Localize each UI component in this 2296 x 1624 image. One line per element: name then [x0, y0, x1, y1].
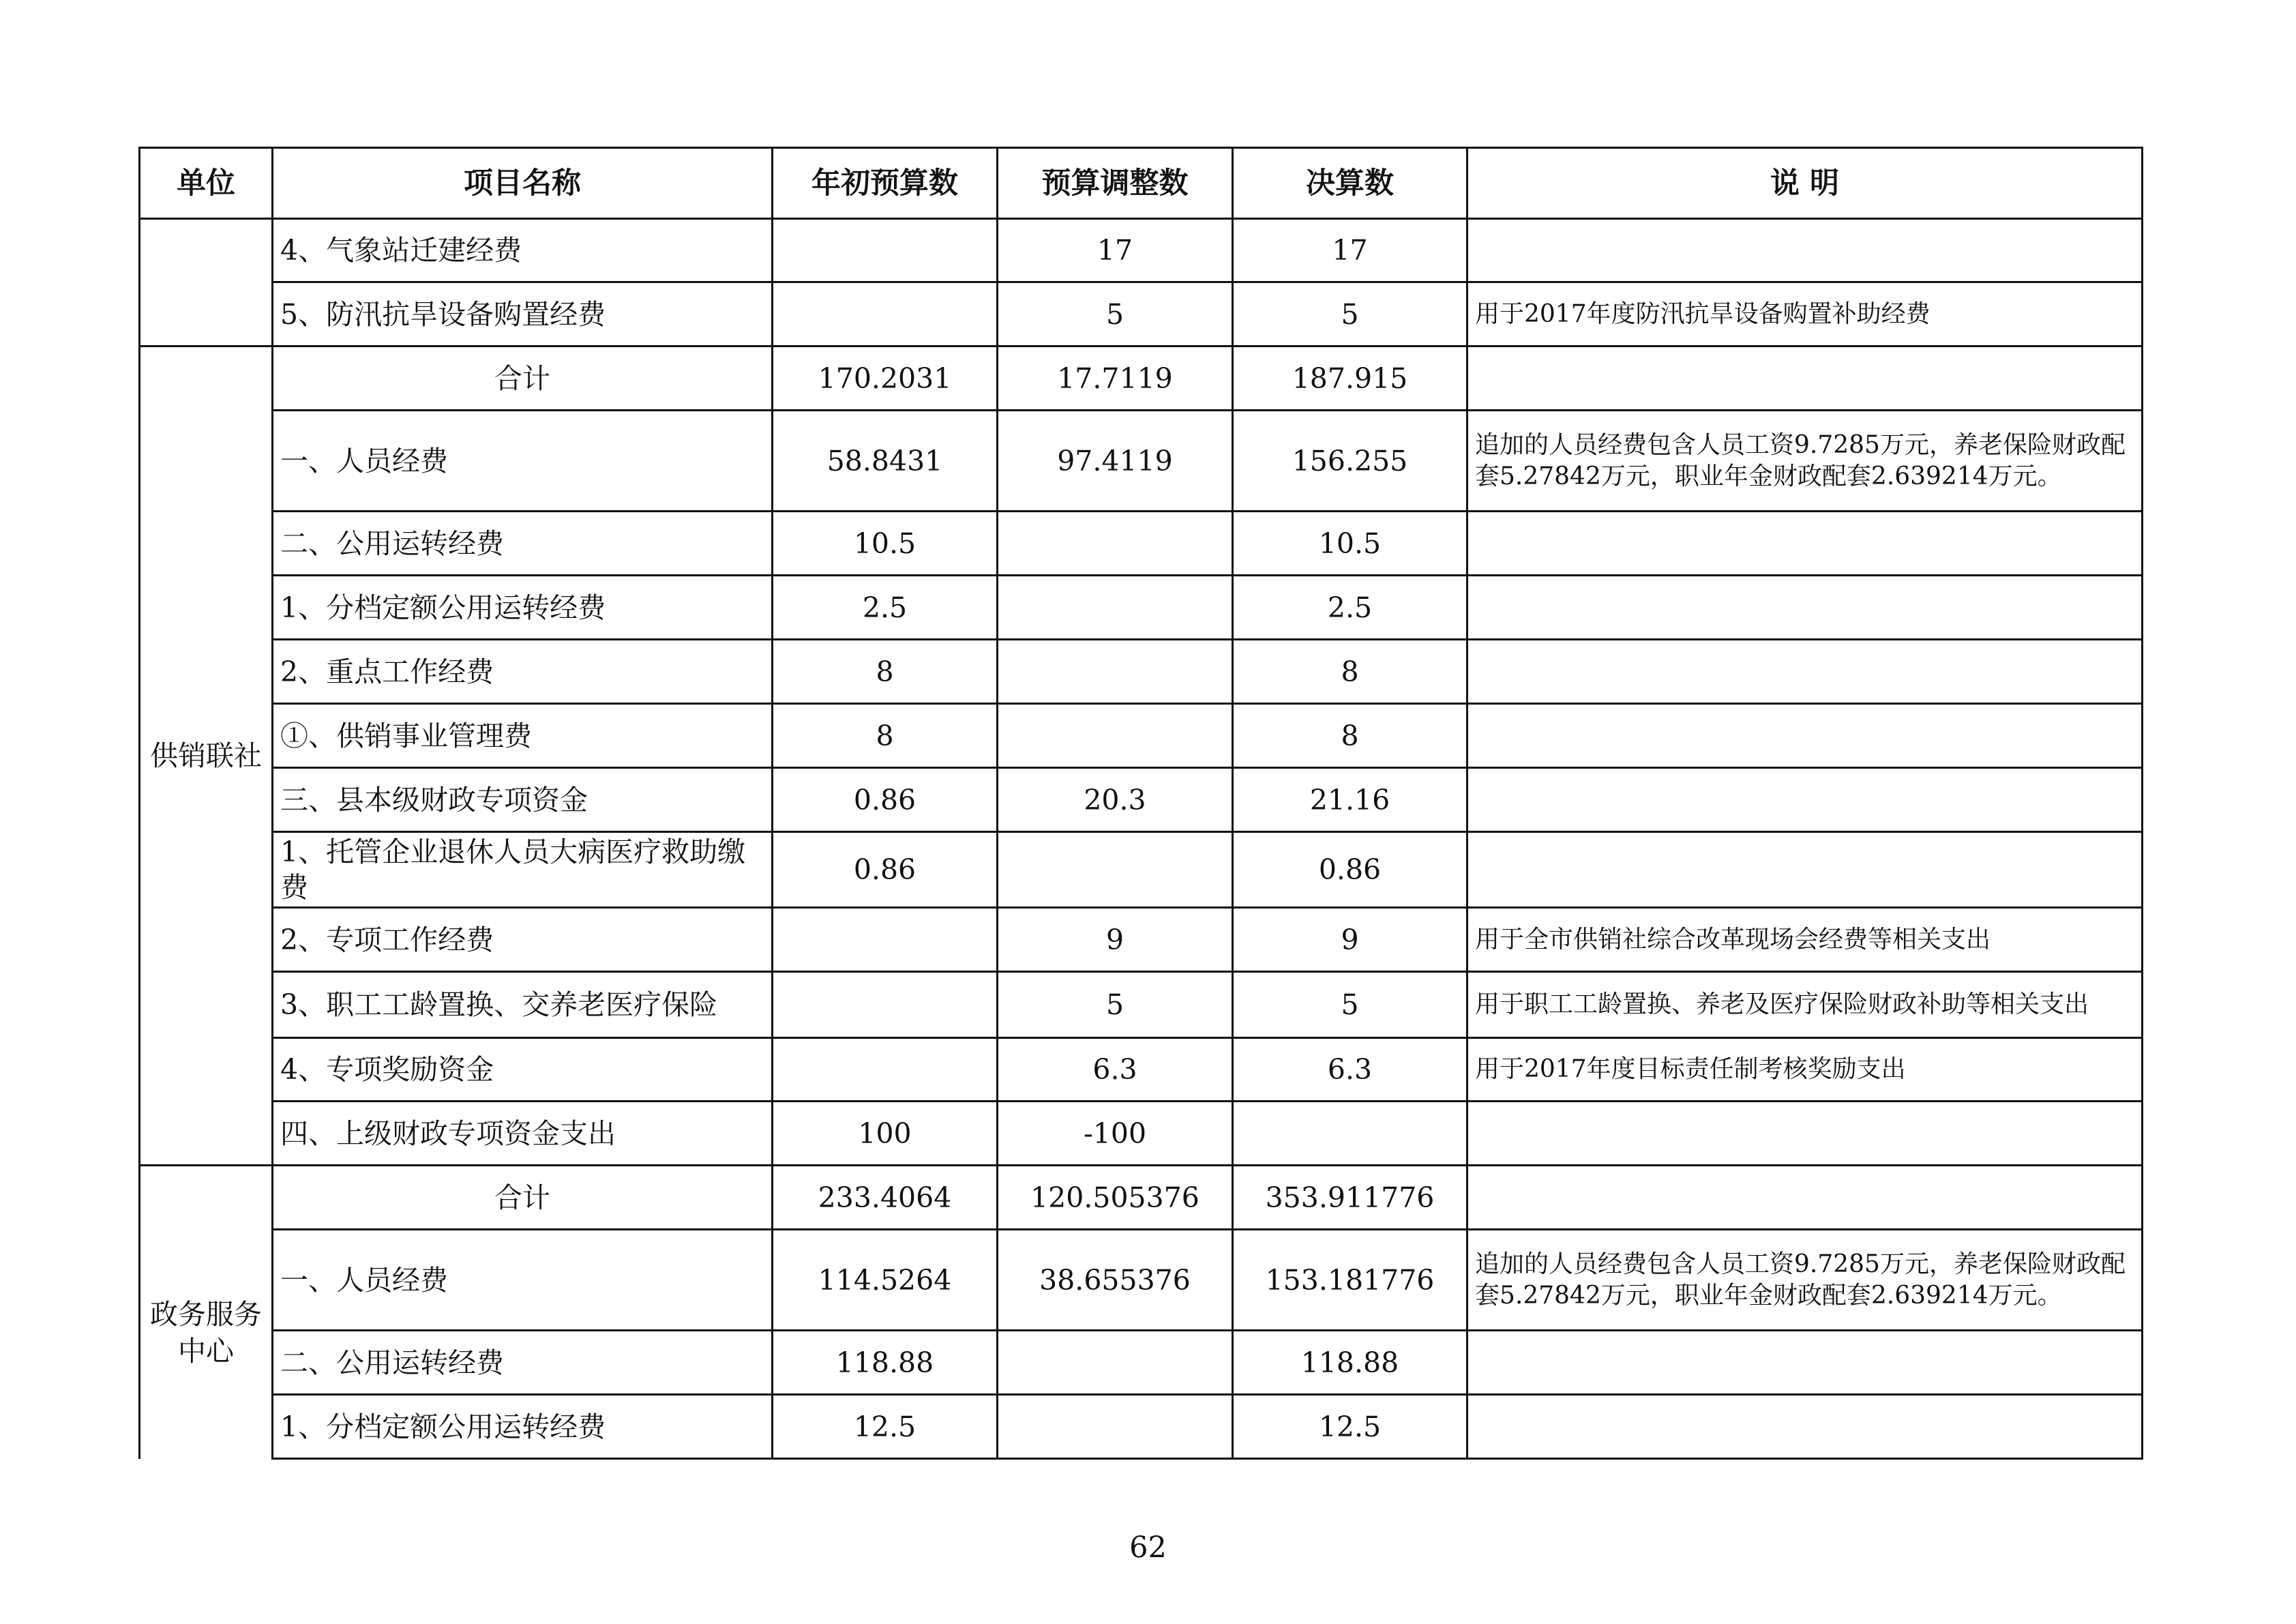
initial-value: 58.8431 — [773, 411, 998, 512]
initial-value: 12.5 — [773, 1395, 998, 1459]
adjust-value: 5 — [998, 972, 1233, 1038]
item-name: 2、重点工作经费 — [273, 640, 773, 704]
initial-value: 8 — [773, 704, 998, 768]
initial-value: 8 — [773, 640, 998, 704]
note-text — [1467, 346, 2143, 411]
adjust-value — [998, 704, 1233, 768]
adjust-value: 9 — [998, 908, 1233, 972]
table-row — [140, 219, 2143, 282]
note-text — [1467, 576, 2143, 640]
header-initial: 年初预算数 — [773, 148, 998, 219]
note-text — [1467, 1102, 2143, 1166]
adjust-value — [998, 512, 1233, 576]
table-row — [140, 1102, 2143, 1166]
table-row — [140, 1230, 2143, 1331]
initial-value: 10.5 — [773, 512, 998, 576]
note-text: 追加的人员经费包含人员工资9.7285万元，养老保险财政配套5.27842万元，职业年金财政配套2.639214万元。 — [1467, 411, 2143, 512]
initial-value: 0.86 — [773, 832, 998, 908]
initial-value — [773, 219, 998, 282]
header-item: 项目名称 — [273, 148, 773, 219]
adjust-value: 17 — [998, 219, 1233, 282]
table-row — [140, 972, 2143, 1038]
final-value: 353.911776 — [1233, 1166, 1467, 1230]
adjust-value: -100 — [998, 1102, 1233, 1166]
adjust-value — [998, 1331, 1233, 1395]
item-name: 合计 — [273, 346, 773, 411]
note-text: 用于全市供销社综合改革现场会经费等相关支出 — [1467, 908, 2143, 972]
adjust-value: 5 — [998, 282, 1233, 346]
table-row-total — [140, 1166, 2143, 1230]
table-row — [140, 282, 2143, 346]
table-row — [140, 704, 2143, 768]
initial-value: 170.2031 — [773, 346, 998, 411]
item-name: 一、人员经费 — [273, 411, 773, 512]
initial-value: 0.86 — [773, 768, 998, 832]
header-adjust: 预算调整数 — [998, 148, 1233, 219]
note-text — [1467, 512, 2143, 576]
initial-value — [773, 282, 998, 346]
note-text — [1467, 704, 2143, 768]
final-value: 6.3 — [1233, 1038, 1467, 1102]
initial-value: 233.4064 — [773, 1166, 998, 1230]
item-name: 一、人员经费 — [273, 1230, 773, 1331]
header-note: 说 明 — [1467, 148, 2143, 219]
note-text — [1467, 1395, 2143, 1459]
budget-table — [138, 147, 2143, 1460]
initial-value — [773, 1038, 998, 1102]
adjust-value: 120.505376 — [998, 1166, 1233, 1230]
final-value: 21.16 — [1233, 768, 1467, 832]
initial-value — [773, 908, 998, 972]
item-name: 三、县本级财政专项资金 — [273, 768, 773, 832]
table-row — [140, 1331, 2143, 1395]
note-text — [1467, 768, 2143, 832]
adjust-value — [998, 640, 1233, 704]
item-name: 1、分档定额公用运转经费 — [273, 576, 773, 640]
final-value: 12.5 — [1233, 1395, 1467, 1459]
note-text: 用于2017年度防汛抗旱设备购置补助经费 — [1467, 282, 2143, 346]
item-name: 四、上级财政专项资金支出 — [273, 1102, 773, 1166]
adjust-value — [998, 576, 1233, 640]
adjust-value — [998, 832, 1233, 908]
table-row — [140, 576, 2143, 640]
note-text — [1467, 832, 2143, 908]
adjust-value: 38.655376 — [998, 1230, 1233, 1331]
header-row — [140, 148, 2143, 219]
item-name: ①、供销事业管理费 — [273, 704, 773, 768]
final-value — [1233, 1102, 1467, 1166]
final-value: 0.86 — [1233, 832, 1467, 908]
note-text — [1467, 640, 2143, 704]
table-row — [140, 640, 2143, 704]
unit-cell: 供销联社 — [140, 346, 273, 1166]
item-name: 3、职工工龄置换、交养老医疗保险 — [273, 972, 773, 1038]
adjust-value: 97.4119 — [998, 411, 1233, 512]
header-unit: 单位 — [140, 148, 273, 219]
item-name: 1、分档定额公用运转经费 — [273, 1395, 773, 1459]
final-value: 187.915 — [1233, 346, 1467, 411]
item-name: 1、托管企业退休人员大病医疗救助缴费 — [273, 832, 773, 908]
final-value: 5 — [1233, 972, 1467, 1038]
table-row — [140, 1395, 2143, 1459]
header-final: 决算数 — [1233, 148, 1467, 219]
page-number: 62 — [1129, 1531, 1167, 1565]
adjust-value: 20.3 — [998, 768, 1233, 832]
table-row — [140, 832, 2143, 908]
final-value: 5 — [1233, 282, 1467, 346]
note-text: 用于2017年度目标责任制考核奖励支出 — [1467, 1038, 2143, 1102]
item-name: 二、公用运转经费 — [273, 1331, 773, 1395]
item-name: 4、气象站迁建经费 — [273, 219, 773, 282]
adjust-value — [998, 1395, 1233, 1459]
item-name: 5、防汛抗旱设备购置经费 — [273, 282, 773, 346]
initial-value — [773, 972, 998, 1038]
adjust-value: 17.7119 — [998, 346, 1233, 411]
item-name: 合计 — [273, 1166, 773, 1230]
final-value: 156.255 — [1233, 411, 1467, 512]
table-row — [140, 411, 2143, 512]
final-value: 9 — [1233, 908, 1467, 972]
table-row-total — [140, 346, 2143, 411]
table-row — [140, 768, 2143, 832]
item-name: 4、专项奖励资金 — [273, 1038, 773, 1102]
final-value: 153.181776 — [1233, 1230, 1467, 1331]
final-value: 8 — [1233, 640, 1467, 704]
note-text — [1467, 219, 2143, 282]
final-value: 10.5 — [1233, 512, 1467, 576]
item-name: 二、公用运转经费 — [273, 512, 773, 576]
unit-cell: 政务服务中心 — [140, 1166, 273, 1459]
item-name: 2、专项工作经费 — [273, 908, 773, 972]
final-value: 2.5 — [1233, 576, 1467, 640]
initial-value: 114.5264 — [773, 1230, 998, 1331]
note-text — [1467, 1166, 2143, 1230]
unit-cell-empty — [140, 219, 273, 346]
table-row — [140, 908, 2143, 972]
initial-value: 100 — [773, 1102, 998, 1166]
final-value: 118.88 — [1233, 1331, 1467, 1395]
final-value: 8 — [1233, 704, 1467, 768]
table-row — [140, 1038, 2143, 1102]
adjust-value: 6.3 — [998, 1038, 1233, 1102]
note-text: 追加的人员经费包含人员工资9.7285万元，养老保险财政配套5.27842万元，职业年金财政配套2.639214万元。 — [1467, 1230, 2143, 1331]
initial-value: 118.88 — [773, 1331, 998, 1395]
table-row — [140, 512, 2143, 576]
final-value: 17 — [1233, 219, 1467, 282]
note-text — [1467, 1331, 2143, 1395]
initial-value: 2.5 — [773, 576, 998, 640]
note-text: 用于职工工龄置换、养老及医疗保险财政补助等相关支出 — [1467, 972, 2143, 1038]
